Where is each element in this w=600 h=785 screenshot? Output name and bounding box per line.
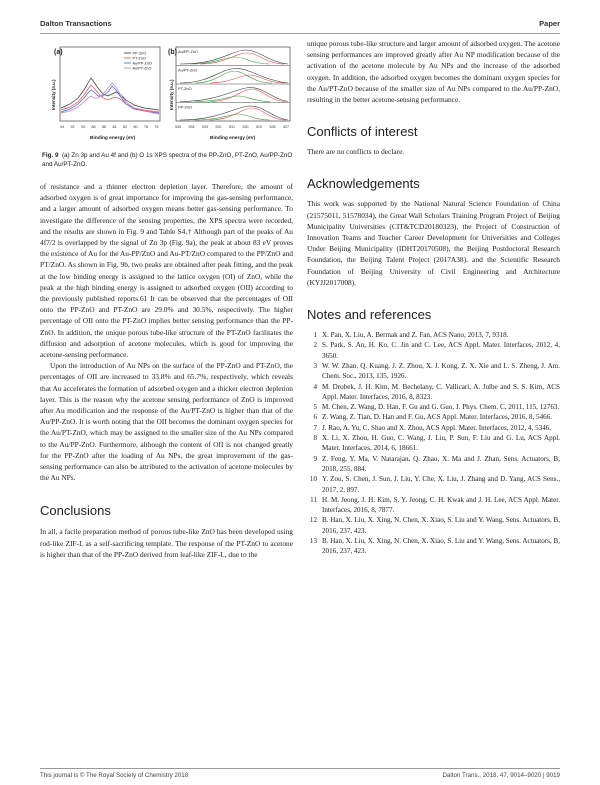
panel-b-xticks <box>175 125 289 129</box>
reference-item <box>307 423 560 433</box>
reference-number: 2 <box>313 341 317 350</box>
section-label: Paper <box>539 19 560 28</box>
tick-label: 88 <box>91 125 96 129</box>
reference-item <box>307 361 560 382</box>
tick-label: 531 <box>229 125 235 129</box>
citation-page: Dalton Trans., 2018, 47, 9014–9020 | 9019 <box>442 772 560 779</box>
paragraph: Upon the introduction of Au NPs on the surface of the PP-ZnO and PT-ZnO, the percentages of OII are increased to 33.8% and 65.7%, respectively, which reveals that Au accelerates the formation of adsorbed oxygen and a thicker electron depletion layer. This is the reason why the acetone sensing performance of ZnO is improved after Au modification and the response of the Au/PT-ZnO is higher than that of the Au/PP-ZnO. It is worth noting that the OII becomes the dominant oxygen species for the Au/PT-ZnO, which may be assigned to the smaller size of the Au NPs compared to the Au/PP-ZnO. Furthermore, although the content of OII is not changed greatly for the PP-ZnO after the loading of Au NPs, the great improvement of the gas-sensing performance can also be attributed to the activation of acetone molecules by the Au NPs. <box>40 361 293 483</box>
subpanel-label: Au/PP-ZnO <box>178 49 198 54</box>
reference-number: 3 <box>313 361 317 370</box>
reference-number: 5 <box>313 403 317 412</box>
tick-label: 90 <box>81 125 85 129</box>
reference-text: X. Li, X. Zhou, H. Guo, C. Wang, J. Liu, P. Sun, F. Liu and G. Lu, ACS Appl. Mater. Interfaces, 2014, 6, 18661. <box>322 434 560 453</box>
panel-a <box>51 47 160 141</box>
legend-entry: PP-ZnO <box>132 51 147 56</box>
conclusions-text: In all, a facile preparation method of porous tube-like ZnO has been developed using rod-like ZIF-L as a self-sacrificing template. The response of the PT-ZnO to acetone is higher than that of the PP-ZnO derived from leaf-like ZIF-L, due to the <box>40 527 293 559</box>
reference-list <box>307 330 560 557</box>
reference-item <box>307 515 560 536</box>
paragraph: unique porous tube-like structure and larger amount of adsorbed oxygen. The acetone sensing performances are improved greatly after Au NP modification because of the activation of the acetone molecule by Au NPs and the increase of the adsorbed oxygen. In addition, the adsorbed oxygen becomes the dominant oxygen species for the Au/PT-ZnO because of the smaller size of Au NPs compared to the Au/PP-ZnO, resulting in the better acetone-sensing performance. <box>307 39 560 105</box>
panel-b <box>168 47 290 141</box>
reference-item <box>307 402 560 412</box>
reference-item <box>307 495 560 516</box>
panel-b-ylabel: Intensity (a.u.) <box>169 79 174 110</box>
reference-number: 8 <box>313 434 317 443</box>
legend-entry: Au/PT-ZnO <box>132 66 152 71</box>
reference-text: X. Pan, X. Liu, A. Bermak and Z. Fan, ACS Nano, 2013, 7, 9318. <box>322 331 509 340</box>
section-title-conflicts: Conflicts of interest <box>307 124 418 140</box>
acknowledgements-text: This work was supported by the National Natural Science Foundation of China (21575011, 51578034), the Great Wall Scholars Training Program Project of Beijing Municipality Universities (CIT&TCD20180323), the Project of Construction of Innovation Teams and Teacher Career Development for Universities and Colleges Under Beijing Municipality (IDHT20170508), the Beijing Postdoctoral Research Foundation, the Beijing Talent Project (2017A38), and the Scientific Research Foundation of Beijing University of Civil Engineering and Architecture (KYJJ2017008). <box>307 199 560 287</box>
subpanel-label: Au/PT-ZnO <box>178 67 198 73</box>
legend-entry: PT-ZnO <box>132 56 146 61</box>
reference-number: 12 <box>309 516 317 525</box>
running-header <box>40 19 560 33</box>
tick-label: 529 <box>256 125 262 129</box>
panel-a-xticks <box>60 125 159 129</box>
tick-label: 92 <box>70 125 75 129</box>
reference-text: B. Han, X. Liu, X. Xing, N. Chen, X. Xiao, S. Liu and Y. Wang, Sens. Actuators, B, 2016, 237, 423. <box>322 516 560 535</box>
reference-number: 7 <box>313 423 317 432</box>
figure-9 <box>40 38 293 146</box>
reference-number: 1 <box>313 331 317 340</box>
panel-a-ylabel: Intensity (a.u.) <box>51 79 56 110</box>
reference-item <box>307 536 560 557</box>
panel-a-legend <box>124 52 152 71</box>
tick-label: 527 <box>283 125 289 129</box>
reference-text: B. Han, X. Liu, X. Xing, N. Chen, X. Xiao, S. Liu and Y. Wang, Sens. Actuators, B, 2016, 237, 423. <box>322 536 560 556</box>
tick-label: 533 <box>202 125 208 129</box>
envelope-curve <box>180 106 288 120</box>
spectrum-au-pt-zno <box>61 83 159 114</box>
panel-b-label: (b) <box>168 49 177 56</box>
fit-curve <box>195 96 270 102</box>
tick-label: 86 <box>102 125 106 129</box>
reference-item <box>307 340 560 361</box>
tick-label: 94 <box>60 125 64 129</box>
tick-label: 84 <box>112 125 117 129</box>
reference-text: H. M. Jeong, J. H. Kim, S. Y. Jeong, C. H. Kwak and J. H. Lee, ACS Appl. Mater. Interfaces, 2016, 8, 7877. <box>322 495 560 515</box>
tick-label: 76 <box>154 125 159 129</box>
xps-figure <box>40 38 293 146</box>
journal-name: Dalton Transactions <box>40 19 112 28</box>
fit-curve <box>195 71 272 83</box>
reference-number: 10 <box>309 475 317 484</box>
fit-curve <box>195 114 270 120</box>
header-rule <box>40 33 560 34</box>
panel-a-label: (a) <box>54 49 63 56</box>
reference-text: M. Drobek, J. H. Kim, M. Bechelany, C. Vallicari, A. Julbe and S. S. Kim, ACS Appl. Mater. Interfaces, 2016, 8, 8323. <box>322 382 560 401</box>
reference-item <box>307 330 560 340</box>
reference-text: S. Park, S. An, H. Ko, C. Jin and C. Lee, ACS Appl. Mater. Interfaces, 2012, 4, 3650. <box>322 341 560 360</box>
fit-curve <box>210 89 286 102</box>
panel-b-xlabel: Binding energy (eV) <box>210 136 256 141</box>
tick-label: 82 <box>123 125 127 129</box>
footer-rule <box>40 768 560 769</box>
reference-text: J. Rao, A. Yu, C. Shao and X. Zhou, ACS Appl. Mater. Interfaces, 2012, 4, 5346. <box>322 423 552 432</box>
reference-number: 4 <box>313 382 317 391</box>
section-title-notes: Notes and references <box>307 307 432 323</box>
section-title-acknowledgements: Acknowledgements <box>307 176 420 192</box>
conflicts-text: There are no conflicts to declare. <box>307 147 405 157</box>
reference-number: 11 <box>310 495 317 504</box>
copyright-notice: This journal is © The Royal Society of Chemistry 2018 <box>40 772 189 779</box>
reference-item <box>307 474 560 495</box>
right-column <box>307 38 560 557</box>
tick-label: 80 <box>133 125 138 129</box>
envelope-curve <box>180 88 288 102</box>
tick-label: 528 <box>269 125 276 129</box>
reference-item <box>307 454 560 475</box>
caption-text: (a) Zn 3p and Au 4f and (b) O 1s XPS spectra of the PP-ZnO, PT-ZnO, Au/PP-ZnO and Au/PT-ZnO. <box>42 152 293 168</box>
paragraph: of resistance and a thinner electron depletion layer. Therefore, the amount of adsorbed oxygen is of great importance for improving the gas-sensing performance, and a larger amount of adsorbed oxygen means better gas-sensing performance. To investigate the difference of the sensing properties, the XPS spectra were recorded, and the results are shown in Fig. 9 and Table S4.† Although part of the peaks of Au 4f7/2 is overlapped by the signal of Zn 3p (Fig. 9a), the peak at about 83 eV proves the existence of Au for the Au-PP/ZnO and Au-PT/ZnO compared to the PP/ZnO and PT/ZnO. As shown in Fig. 9b, two peaks are obtained after peak fitting, and the peak at the low binding energy is assigned to the lattice oxygen (OI) of ZnO, while the peak at the high binding energy is assigned to adsorbed oxygen (OII) according to the previously published reports.61 It can be observed that the percentages of OII onto the PP-ZnO and PT-ZnO are 29.0% and 30.5%, respectively. The higher percentage of OII onto the PT-ZnO implies better sensing performance than the PP-ZnO. In addition, the unique porous tube-like structure of the PT-ZnO facilitates the diffusion and adsorption of acetone molecules, which is good for improving the acetone-sensing performance. <box>40 182 293 360</box>
left-column <box>40 38 293 560</box>
tick-label: 530 <box>242 125 249 129</box>
page-footer <box>40 772 560 782</box>
reference-text: Z. Feng, Y. Ma, V. Natarajan, Q. Zhao, X. Ma and J. Zhan, Sens. Actuators, B, 2018, 255, 884. <box>322 454 560 473</box>
legend-entry: Au/PP-ZnO <box>132 61 152 66</box>
tick-label: 78 <box>144 125 148 129</box>
subpanel-label: PT-ZnO <box>178 86 192 91</box>
reference-text: M. Chen, Z. Wang, D. Han, F. Gu and G. Guo, J. Phys. Chem. C, 2011, 115, 12763. <box>322 403 560 412</box>
tick-label: 535 <box>175 125 181 129</box>
reference-item <box>307 433 560 454</box>
figure-caption <box>40 151 293 169</box>
section-title-conclusions: Conclusions <box>40 503 111 519</box>
tick-label: 532 <box>215 125 222 129</box>
reference-item <box>307 412 560 422</box>
reference-text: Y. Zou, S. Chen, J. Sun, J. Liu, Y. Che, X. Liu, J. Zhang and D. Yang, ACS Sens., 2017, 2, 897. <box>322 475 560 494</box>
reference-number: 9 <box>313 454 317 463</box>
reference-text: W. W. Zhan, Q. Kuang, J. Z. Zhou, X. J. Kong, Z. X. Xie and L. S. Zheng, J. Am. Chem. Soc., 2013, 135, 1926. <box>322 361 560 381</box>
tick-label: 534 <box>188 125 195 129</box>
reference-item <box>307 382 560 403</box>
reference-number: 13 <box>309 536 317 545</box>
caption-label: Fig. 9 <box>42 152 59 159</box>
reference-number: 6 <box>313 413 317 422</box>
reference-text: Z. Wang, Z. Tian, D. Han and F. Gu, ACS Appl. Mater. Interfaces, 2016, 8, 5466. <box>322 413 553 422</box>
panel-a-xlabel: Binding energy (eV) <box>90 136 136 141</box>
left-body <box>40 181 293 483</box>
subpanel-label: PP-ZnO <box>178 104 193 110</box>
